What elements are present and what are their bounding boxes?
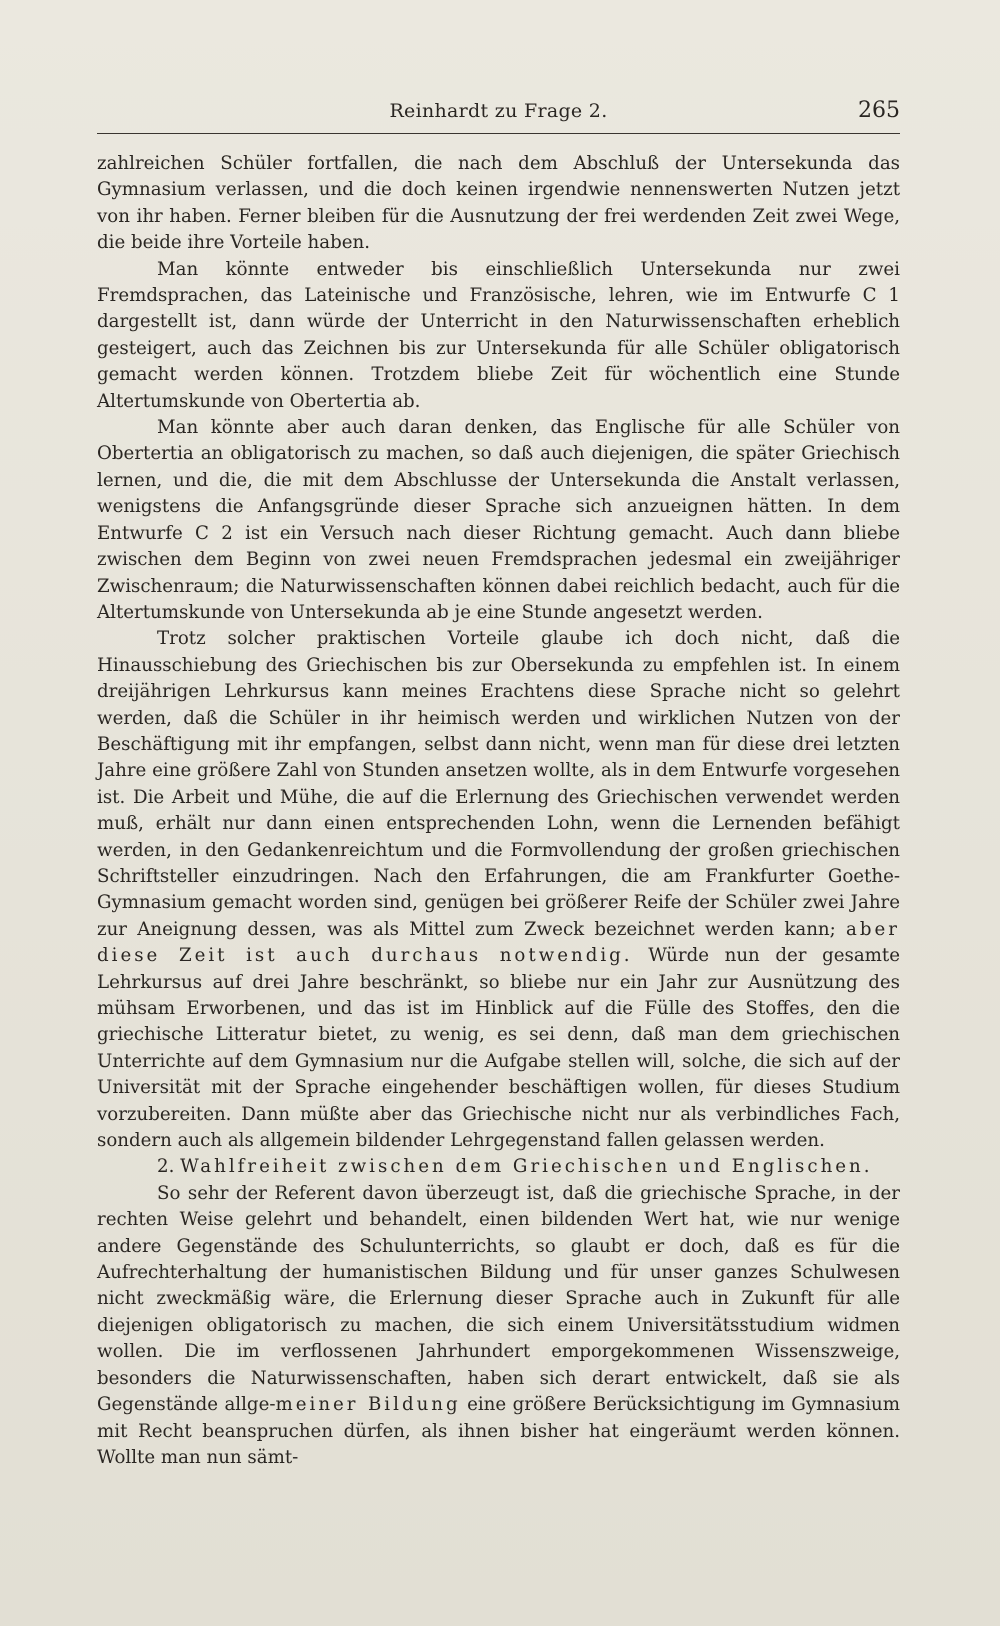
paragraph-5	[97, 1181, 900, 1471]
running-head: Reinhardt zu Frage 2.	[389, 100, 608, 122]
paragraph-5-emphasis: meiner Bildung	[275, 1394, 461, 1416]
paragraph-5-part-2: eine größere Berücksichtigung im Gymnasium mit Recht beanspruchen dürfen, als ihnen bisher hat eingeräumt werden können. Wollte man nun sämt-	[97, 1394, 901, 1468]
paragraph-2: Man könnte entweder bis einschließlich Untersekunda nur zwei Fremdsprachen, das Lateinische und Französische, lehren, wie im Entwurfe C 1 dargestellt ist, dann würde der Unterricht in den Naturwissenschaften erheblich gesteigert, auch das Zeichnen bis zur Untersekunda für alle Schüler obligatorisch gemacht werden können. Trotzdem bliebe Zeit für wöchentlich eine Stunde Altertumskunde von Obertertia ab.	[97, 258, 900, 412]
paragraph-4	[97, 626, 900, 1154]
paragraph-4-part-1: Trotz solcher praktischen Vorteile glaube ich doch nicht, daß die Hinausschiebung des Griechischen bis zur Obersekunda zu empfehlen ist. In einem dreijährigen Lehrkursus kann meines Erachtens diese Sprache nicht so gelehrt werden, daß die Schüler in ihr heimisch werden und wirklichen Nutzen von der Beschäftigung mit ihr empfangen, selbst dann nicht, wenn man für diese drei letzten Jahre eine größere Zahl von Stunden ansetzen wollte, als in dem Entwurfe vorgesehen ist. Die Arbeit und Mühe, die auf die Erlernung des Griechischen verwendet werden muß, erhält nur dann einen entsprechenden Lohn, wenn die Lernenden befähigt werden, in den Gedankenreichtum und die Formvollendung der großen griechischen Schriftsteller einzudringen. Nach den Erfahrungen, die am Frankfurter Goethe-Gymnasium gemacht worden sind, genügen bei größerer Reife der Schüler zwei Jahre zur Aneignung dessen, was als Mittel zum Zweck bezeichnet werden kann;	[97, 628, 900, 940]
paragraph-4-part-2: Würde nun der gesamte Lehrkursus auf drei Jahre beschränkt, so bliebe nur ein Jahr zur Ausnützung des mühsam Erworbenen, und das ist im Hinblick auf die Fülle des Stoffes, den die griechische Litteratur bietet, zu wenig, es sei denn, daß man dem griechischen Unterrichte auf dem Gymnasium nur die Aufgabe stellen will, solche, die sich auf der Universität mit der Sprache eingehender beschäftigen wollen, für dieses Studium vorzubereiten. Dann müßte aber das Griechische nicht nur als verbindliches Fach, sondern auch als allgemein bildender Lehrgegenstand fallen gelassen werden.	[97, 945, 900, 1152]
page-header	[97, 100, 900, 128]
body-text	[97, 151, 900, 1471]
page-number: 265	[858, 98, 900, 123]
section-heading	[97, 1154, 900, 1180]
paragraph-3: Man könnte aber auch daran denken, das Englische für alle Schüler von Obertertia an obligatorisch zu machen, so daß auch diejenigen, die später Griechisch lernen, und die, die mit dem Abschlusse der Untersekunda die Anstalt verlassen, wenigstens die Anfangsgründe dieser Sprache sich anzueignen hätten. In dem Entwurfe C 2 ist ein Versuch nach dieser Richtung gemacht. Auch dann bliebe zwischen dem Beginn von zwei neuen Fremdsprachen jedesmal ein zweijähriger Zwischenraum; die Naturwissenschaften können dabei reichlich bedacht, auch für die Altertumskunde von Untersekunda ab je eine Stunde angesetzt werden.	[97, 417, 900, 623]
section-title: Wahlfreiheit zwischen dem Griechischen und Englischen.	[180, 1156, 873, 1178]
paragraph-5-part-1: So sehr der Referent davon überzeugt ist, daß die griechische Sprache, in der rechten Weise gelehrt und behandelt, einen bildenden Wert hat, wie nur wenige andere Gegenstände des Schulunterrichts, so glaubt er doch, daß es für die Aufrechterhaltung der humanistischen Bildung und für unser ganzes Schulwesen nicht zweckmäßig wäre, die Erlernung dieser Sprache auch in Zukunft für alle diejenigen obligatorisch zu machen, die sich einem Universitätsstudium widmen wollen. Die im verflossenen Jahrhundert emporgekommenen Wissenszweige, besonders die Naturwissenschaften, haben sich derart entwickelt, daß sie als Gegenstände allge-	[97, 1182, 900, 1416]
section-number: 2.	[157, 1156, 175, 1178]
header-rule	[97, 133, 900, 134]
paragraph-1: zahlreichen Schüler fortfallen, die nach dem Abschluß der Untersekunda das Gymnasium verlassen, und die doch keinen irgendwie nennenswerten Nutzen jetzt von ihr haben. Ferner bleiben für die Ausnutzung der frei werdenden Zeit zwei Wege, die beide ihre Vorteile haben.	[97, 153, 900, 254]
paragraph-4-emphasis: aber diese Zeit ist auch durchaus notwendig.	[97, 918, 900, 967]
